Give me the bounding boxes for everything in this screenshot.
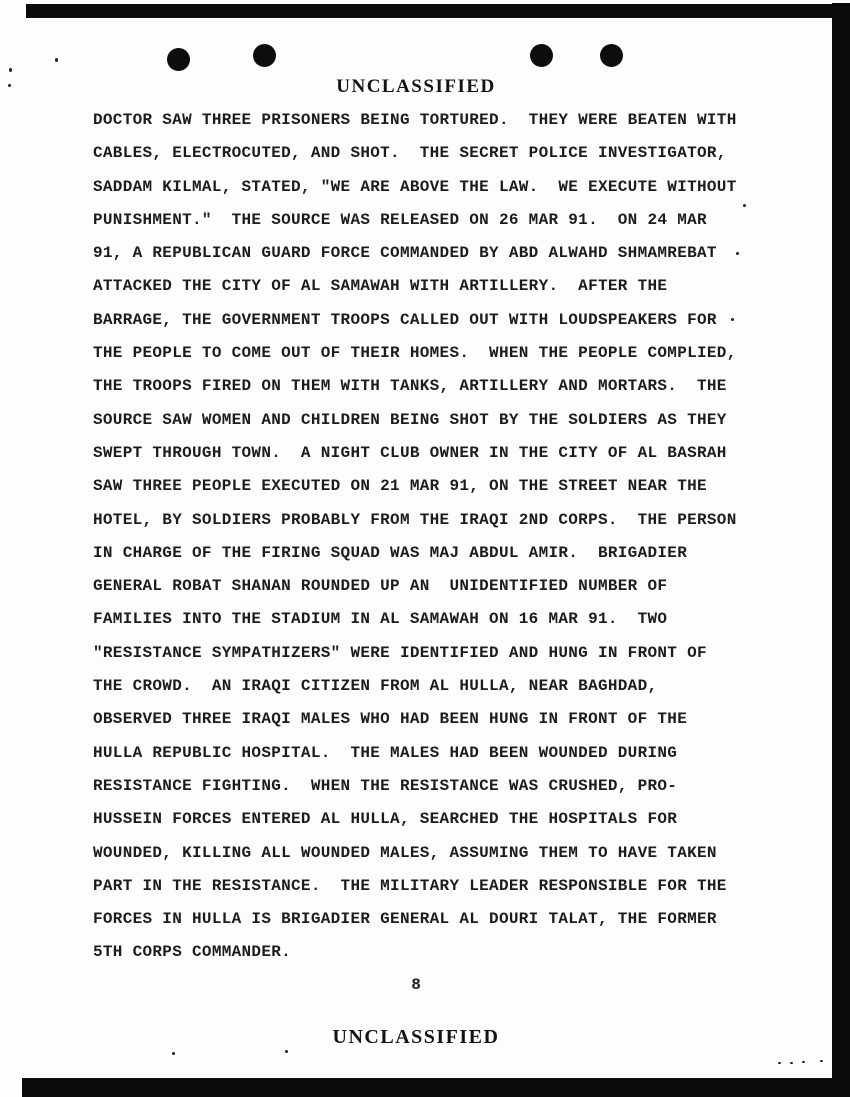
scan-speck <box>55 58 58 62</box>
text-line: WOUNDED, KILLING ALL WOUNDED MALES, ASSUMING THEM TO HAVE TAKEN <box>93 843 717 862</box>
scan-speck <box>820 1060 823 1062</box>
text-line: THE PEOPLE TO COME OUT OF THEIR HOMES. WHEN THE PEOPLE COMPLIED, <box>93 344 737 363</box>
text-line: GENERAL ROBAT SHANAN ROUNDED UP AN UNIDENTIFIED NUMBER OF <box>93 577 668 596</box>
text-line: SAW THREE PEOPLE EXECUTED ON 21 MAR 91, ON THE STREET NEAR THE <box>93 477 707 496</box>
text-line: PUNISHMENT." THE SOURCE WAS RELEASED ON 26 MAR 91. ON 24 MAR <box>93 210 707 229</box>
text-line: IN CHARGE OF THE FIRING SQUAD WAS MAJ ABDUL AMIR. BRIGADIER <box>93 543 688 562</box>
scan-speck <box>802 1061 805 1063</box>
text-line: 91, A REPUBLICAN GUARD FORCE COMMANDED BY ABD ALWAHD SHMAMREBAT <box>93 244 717 263</box>
scan-edge-bar-bottom <box>22 1078 850 1097</box>
page-number: 8 <box>411 976 421 994</box>
scan-speck <box>778 1062 781 1064</box>
classification-footer: UNCLASSIFIED <box>332 1026 500 1048</box>
scan-speck <box>285 1050 288 1053</box>
scan-speck <box>9 68 12 72</box>
text-line: RESISTANCE FIGHTING. WHEN THE RESISTANCE WAS CRUSHED, PRO- <box>93 776 678 795</box>
text-line: OBSERVED THREE IRAQI MALES WHO HAD BEEN HUNG IN FRONT OF THE <box>93 710 688 729</box>
scan-edge-bar-right <box>832 3 850 1093</box>
scan-speck <box>790 1062 793 1064</box>
text-line: 5TH CORPS COMMANDER. <box>93 943 292 962</box>
text-line: DOCTOR SAW THREE PRISONERS BEING TORTURED. THEY WERE BEATEN WITH <box>93 111 737 129</box>
scan-speck <box>172 1052 175 1055</box>
text-line: PART IN THE RESISTANCE. THE MILITARY LEADER RESPONSIBLE FOR THE <box>93 876 727 895</box>
text-line: FAMILIES INTO THE STADIUM IN AL SAMAWAH ON 16 MAR 91. TWO <box>93 610 668 629</box>
hole-punch-dot <box>530 44 553 67</box>
hole-punch-dot <box>600 44 623 67</box>
text-line: SADDAM KILMAL, STATED, "WE ARE ABOVE THE LAW. WE EXECUTE WITHOUT <box>93 177 737 196</box>
text-line: "RESISTANCE SYMPATHIZERS" WERE IDENTIFIED AND HUNG IN FRONT OF <box>93 643 707 662</box>
document-body <box>93 104 773 970</box>
text-line: ATTACKED THE CITY OF AL SAMAWAH WITH ARTILLERY. AFTER THE <box>93 277 668 296</box>
text-line: HOTEL, BY SOLDIERS PROBABLY FROM THE IRAQI 2ND CORPS. THE PERSON <box>93 510 737 529</box>
classification-header: UNCLASSIFIED <box>336 76 496 97</box>
text-line: CABLES, ELECTROCUTED, AND SHOT. THE SECRET POLICE INVESTIGATOR, <box>93 144 727 163</box>
text-line: HULLA REPUBLIC HOSPITAL. THE MALES HAD BEEN WOUNDED DURING <box>93 743 678 762</box>
text-line: SWEPT THROUGH TOWN. A NIGHT CLUB OWNER IN THE CITY OF AL BASRAH <box>93 443 727 462</box>
hole-punch-dot <box>167 48 190 71</box>
hole-punch-dot <box>253 44 276 67</box>
text-line: SOURCE SAW WOMEN AND CHILDREN BEING SHOT BY THE SOLDIERS AS THEY <box>93 410 727 429</box>
text-line: THE TROOPS FIRED ON THEM WITH TANKS, ARTILLERY AND MORTARS. THE <box>93 377 727 396</box>
text-line: FORCES IN HULLA IS BRIGADIER GENERAL AL DOURI TALAT, THE FORMER <box>93 910 717 929</box>
scan-edge-bar-top <box>26 4 850 18</box>
text-line: BARRAGE, THE GOVERNMENT TROOPS CALLED OUT WITH LOUDSPEAKERS FOR <box>93 310 717 329</box>
text-line: HUSSEIN FORCES ENTERED AL HULLA, SEARCHED THE HOSPITALS FOR <box>93 810 678 829</box>
text-line: THE CROWD. AN IRAQI CITIZEN FROM AL HULLA, NEAR BAGHDAD, <box>93 677 658 696</box>
